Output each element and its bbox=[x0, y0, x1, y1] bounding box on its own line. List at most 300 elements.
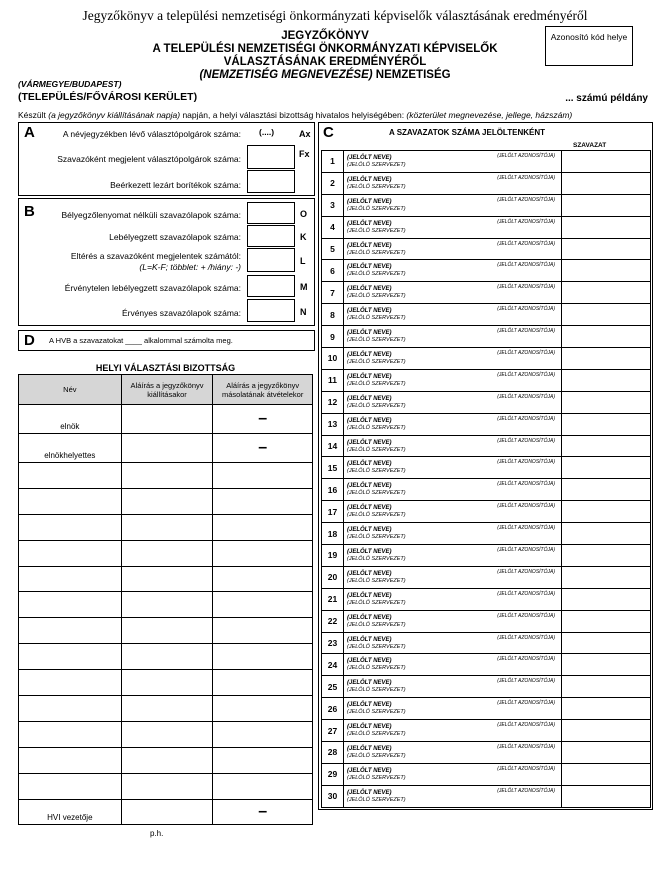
votes-input[interactable] bbox=[562, 523, 651, 545]
candidate-organization: (JELÖLŐ SZERVEZET) bbox=[347, 468, 406, 475]
candidate-organization: (JELÖLŐ SZERVEZET) bbox=[347, 796, 406, 803]
votes-input[interactable] bbox=[562, 742, 651, 764]
candidate-organization: (JELÖLŐ SZERVEZET) bbox=[347, 599, 406, 606]
candidate-id: (JELÖLT AZONOSÍTÓJA) bbox=[497, 765, 555, 772]
hvb-row bbox=[19, 540, 313, 566]
hvb-role bbox=[19, 747, 122, 773]
candidate-row bbox=[322, 326, 651, 348]
hvb-col-sign2: Aláírás a jegyzőkönyv másolatának átvételekor bbox=[213, 375, 313, 405]
candidate-cell bbox=[344, 676, 562, 698]
hvb-sign-issue[interactable] bbox=[121, 618, 213, 644]
candidate-number: 18 bbox=[322, 523, 344, 545]
candidate-name: (JELÖLT NEVE) bbox=[347, 548, 392, 555]
settlement-field: (TELEPÜLÉS/FŐVÁROSI KERÜLET) bbox=[18, 91, 198, 103]
hvb-row bbox=[19, 696, 313, 722]
hvb-sign-copy[interactable] bbox=[213, 434, 313, 463]
hvb-role bbox=[19, 696, 122, 722]
candidate-number: 13 bbox=[322, 413, 344, 435]
difference-note: (L=K-F; többlet: + /hiány: -) bbox=[139, 262, 241, 272]
candidate-cell bbox=[344, 369, 562, 391]
candidate-id: (JELÖLT AZONOSÍTÓJA) bbox=[497, 787, 555, 794]
valid-ballots-input[interactable] bbox=[247, 299, 295, 322]
candidate-name: (JELÖLT NEVE) bbox=[347, 767, 392, 774]
candidate-cell bbox=[344, 457, 562, 479]
candidate-id: (JELÖLT AZONOSÍTÓJA) bbox=[497, 262, 555, 269]
stamped-ballots-input[interactable] bbox=[247, 225, 295, 247]
candidate-organization: (JELÖLŐ SZERVEZET) bbox=[347, 731, 406, 738]
candidate-number: 9 bbox=[322, 326, 344, 348]
votes-input[interactable] bbox=[562, 348, 651, 370]
candidate-number: 29 bbox=[322, 763, 344, 785]
candidate-number: 3 bbox=[322, 194, 344, 216]
hvb-row bbox=[19, 434, 313, 463]
candidate-number: 25 bbox=[322, 676, 344, 698]
votes-input[interactable] bbox=[562, 457, 651, 479]
hvb-row bbox=[19, 618, 313, 644]
candidate-id: (JELÖLT AZONOSÍTÓJA) bbox=[497, 656, 555, 663]
hvb-sign-copy[interactable] bbox=[213, 773, 313, 799]
candidate-row bbox=[322, 654, 651, 676]
unstamped-ballots-input[interactable] bbox=[247, 202, 295, 224]
candidate-id: (JELÖLT AZONOSÍTÓJA) bbox=[497, 700, 555, 707]
candidate-number: 26 bbox=[322, 698, 344, 720]
candidate-name: (JELÖLT NEVE) bbox=[347, 330, 392, 337]
hvb-title: HELYI VÁLASZTÁSI BIZOTTSÁG bbox=[95, 363, 236, 373]
candidate-number: 27 bbox=[322, 720, 344, 742]
candidate-name: (JELÖLT NEVE) bbox=[347, 636, 392, 643]
votes-input[interactable] bbox=[562, 479, 651, 501]
candidate-cell bbox=[344, 632, 562, 654]
candidate-number: 6 bbox=[322, 260, 344, 282]
envelopes-label: Beérkezett lezárt borítékok száma: bbox=[110, 180, 241, 190]
hvb-row bbox=[19, 799, 313, 825]
candidate-name: (JELÖLT NEVE) bbox=[347, 286, 392, 293]
candidate-name: (JELÖLT NEVE) bbox=[347, 614, 392, 621]
candidate-number: 2 bbox=[322, 172, 344, 194]
hvb-row bbox=[19, 721, 313, 747]
candidate-row bbox=[322, 479, 651, 501]
candidate-name: (JELÖLT NEVE) bbox=[347, 570, 392, 577]
candidate-number: 22 bbox=[322, 610, 344, 632]
candidate-row bbox=[322, 720, 651, 742]
candidate-number: 16 bbox=[322, 479, 344, 501]
hvb-sign-copy[interactable] bbox=[213, 514, 313, 540]
code-n: N bbox=[300, 307, 307, 317]
candidate-name: (JELÖLT NEVE) bbox=[347, 592, 392, 599]
candidate-organization: (JELÖLŐ SZERVEZET) bbox=[347, 621, 406, 628]
candidate-cell bbox=[344, 413, 562, 435]
candidate-id: (JELÖLT AZONOSÍTÓJA) bbox=[497, 503, 555, 510]
candidate-organization: (JELÖLŐ SZERVEZET) bbox=[347, 512, 406, 519]
candidate-id: (JELÖLT AZONOSÍTÓJA) bbox=[497, 196, 555, 203]
invalid-ballots-input[interactable] bbox=[247, 275, 295, 297]
candidate-organization: (JELÖLŐ SZERVEZET) bbox=[347, 249, 406, 256]
hvb-role: elnökhelyettes bbox=[19, 434, 122, 463]
candidate-cell bbox=[344, 151, 562, 173]
candidate-cell bbox=[344, 610, 562, 632]
candidate-number: 1 bbox=[322, 151, 344, 173]
candidate-name: (JELÖLT NEVE) bbox=[347, 351, 392, 358]
hvb-col-sign1: Aláírás a jegyzőkönyv kiállításakor bbox=[121, 375, 213, 405]
votes-input[interactable] bbox=[562, 151, 651, 173]
candidate-organization: (JELÖLŐ SZERVEZET) bbox=[347, 183, 406, 190]
hvb-sign-issue[interactable] bbox=[121, 696, 213, 722]
candidate-number: 19 bbox=[322, 545, 344, 567]
hvb-sign-issue[interactable] bbox=[121, 773, 213, 799]
envelopes-input[interactable] bbox=[247, 170, 295, 193]
hvb-role bbox=[19, 721, 122, 747]
code-m: M bbox=[300, 282, 308, 292]
votes-input[interactable] bbox=[562, 501, 651, 523]
section-a bbox=[18, 122, 315, 196]
hvb-sign-copy[interactable] bbox=[213, 592, 313, 618]
candidate-cell bbox=[344, 172, 562, 194]
candidate-number: 7 bbox=[322, 282, 344, 304]
candidate-row bbox=[322, 545, 651, 567]
candidate-cell bbox=[344, 523, 562, 545]
votes-input[interactable] bbox=[562, 391, 651, 413]
section-b bbox=[18, 198, 315, 326]
hvb-sign-copy[interactable] bbox=[213, 540, 313, 566]
candidate-cell bbox=[344, 501, 562, 523]
registered-voters-value: (....) bbox=[259, 127, 275, 137]
hvb-sign-issue[interactable] bbox=[121, 405, 213, 434]
candidate-row bbox=[322, 304, 651, 326]
difference-label: Eltérés a szavazóként megjelentek számától: bbox=[70, 251, 241, 261]
candidate-number: 20 bbox=[322, 566, 344, 588]
code-k: K bbox=[300, 232, 307, 242]
candidate-id: (JELÖLT AZONOSÍTÓJA) bbox=[497, 612, 555, 619]
candidate-organization: (JELÖLŐ SZERVEZET) bbox=[347, 534, 406, 541]
votes-input[interactable] bbox=[562, 216, 651, 238]
section-c-letter: C bbox=[323, 124, 334, 141]
candidate-cell bbox=[344, 435, 562, 457]
candidate-cell bbox=[344, 720, 562, 742]
candidate-organization: (JELÖLŐ SZERVEZET) bbox=[347, 665, 406, 672]
candidate-number: 8 bbox=[322, 304, 344, 326]
candidate-id: (JELÖLT AZONOSÍTÓJA) bbox=[497, 459, 555, 466]
hvb-sign-issue[interactable] bbox=[121, 644, 213, 670]
candidate-row bbox=[322, 457, 651, 479]
votes-input[interactable] bbox=[562, 610, 651, 632]
hvb-row bbox=[19, 463, 313, 489]
votes-input[interactable] bbox=[562, 676, 651, 698]
nationality-placeholder: (NEMZETISÉG MEGNEVEZÉSE) bbox=[199, 69, 373, 81]
hvb-sign-copy[interactable] bbox=[213, 747, 313, 773]
difference-note-wrap bbox=[139, 262, 241, 272]
votes-column-header: SZAVAZAT bbox=[573, 142, 607, 149]
candidate-cell bbox=[344, 326, 562, 348]
hvb-row bbox=[19, 747, 313, 773]
candidate-row bbox=[322, 151, 651, 173]
candidate-id: (JELÖLT AZONOSÍTÓJA) bbox=[497, 481, 555, 488]
candidate-organization: (JELÖLŐ SZERVEZET) bbox=[347, 555, 406, 562]
votes-input[interactable] bbox=[562, 172, 651, 194]
candidate-row bbox=[322, 610, 651, 632]
candidate-row bbox=[322, 391, 651, 413]
hvb-sign-copy[interactable] bbox=[213, 696, 313, 722]
candidate-number: 17 bbox=[322, 501, 344, 523]
candidate-organization: (JELÖLŐ SZERVEZET) bbox=[347, 446, 406, 453]
hvb-role bbox=[19, 670, 122, 696]
candidate-organization: (JELÖLŐ SZERVEZET) bbox=[347, 205, 406, 212]
hvb-sign-issue[interactable] bbox=[121, 592, 213, 618]
not-applicable-dash: – bbox=[258, 439, 268, 456]
made-prefix: Készült bbox=[18, 110, 49, 120]
candidate-row bbox=[322, 523, 651, 545]
votes-input[interactable] bbox=[562, 238, 651, 260]
candidate-row bbox=[322, 588, 651, 610]
candidate-id: (JELÖLT AZONOSÍTÓJA) bbox=[497, 218, 555, 225]
hvb-sign-copy[interactable] bbox=[213, 405, 313, 434]
title-line-4 bbox=[110, 69, 540, 82]
votes-input[interactable] bbox=[562, 763, 651, 785]
candidate-id: (JELÖLT AZONOSÍTÓJA) bbox=[497, 240, 555, 247]
hvb-sign-issue[interactable] bbox=[121, 799, 213, 825]
candidate-row bbox=[322, 238, 651, 260]
hvb-role bbox=[19, 540, 122, 566]
candidate-number: 11 bbox=[322, 369, 344, 391]
hvb-row bbox=[19, 592, 313, 618]
votes-input[interactable] bbox=[562, 632, 651, 654]
candidate-name: (JELÖLT NEVE) bbox=[347, 264, 392, 271]
code-fx: Fx bbox=[299, 149, 310, 159]
votes-input[interactable] bbox=[562, 654, 651, 676]
candidate-organization: (JELÖLŐ SZERVEZET) bbox=[347, 424, 406, 431]
candidate-organization: (JELÖLŐ SZERVEZET) bbox=[347, 161, 406, 168]
candidate-cell bbox=[344, 260, 562, 282]
document-title bbox=[110, 30, 540, 82]
candidate-name: (JELÖLT NEVE) bbox=[347, 680, 392, 687]
candidate-row bbox=[322, 632, 651, 654]
hvb-row bbox=[19, 488, 313, 514]
candidate-cell bbox=[344, 742, 562, 764]
hvb-sign-copy[interactable] bbox=[213, 721, 313, 747]
stamped-ballots-label: Lebélyegzett szavazólapok száma: bbox=[109, 232, 241, 242]
code-o: O bbox=[300, 209, 308, 219]
hvb-sign-copy[interactable] bbox=[213, 618, 313, 644]
votes-input[interactable] bbox=[562, 566, 651, 588]
candidate-name: (JELÖLT NEVE) bbox=[347, 176, 392, 183]
hvb-role bbox=[19, 773, 122, 799]
votes-input[interactable] bbox=[562, 282, 651, 304]
candidate-organization: (JELÖLŐ SZERVEZET) bbox=[347, 293, 406, 300]
candidate-name: (JELÖLT NEVE) bbox=[347, 198, 392, 205]
candidate-cell bbox=[344, 698, 562, 720]
registered-voters-label: A névjegyzékben lévő választópolgárok száma: bbox=[62, 129, 241, 139]
candidate-row bbox=[322, 282, 651, 304]
candidate-id: (JELÖLT AZONOSÍTÓJA) bbox=[497, 328, 555, 335]
hvb-row bbox=[19, 670, 313, 696]
candidate-organization: (JELÖLŐ SZERVEZET) bbox=[347, 380, 406, 387]
candidate-name: (JELÖLT NEVE) bbox=[347, 745, 392, 752]
voters-appeared-input[interactable] bbox=[247, 145, 295, 169]
candidate-cell bbox=[344, 785, 562, 807]
candidate-organization: (JELÖLŐ SZERVEZET) bbox=[347, 709, 406, 716]
hvb-sign-issue[interactable] bbox=[121, 488, 213, 514]
difference-input[interactable] bbox=[247, 248, 295, 272]
hvb-row bbox=[19, 773, 313, 799]
candidate-cell bbox=[344, 479, 562, 501]
made-place: (közterület megnevezése, jellege, házszám) bbox=[406, 110, 573, 120]
title-line-3: VÁLASZTÁSÁNAK EREDMÉNYÉRŐL bbox=[223, 56, 427, 68]
votes-input[interactable] bbox=[562, 260, 651, 282]
hvb-row bbox=[19, 644, 313, 670]
candidate-id: (JELÖLT AZONOSÍTÓJA) bbox=[497, 678, 555, 685]
hvb-sign-issue[interactable] bbox=[121, 434, 213, 463]
candidate-name: (JELÖLT NEVE) bbox=[347, 461, 392, 468]
candidate-id: (JELÖLT AZONOSÍTÓJA) bbox=[497, 634, 555, 641]
candidate-row bbox=[322, 369, 651, 391]
candidate-number: 4 bbox=[322, 216, 344, 238]
hvb-row bbox=[19, 566, 313, 592]
candidate-name: (JELÖLT NEVE) bbox=[347, 483, 392, 490]
section-c-title: A SZAVAZATOK SZÁMA JELÖLTENKÉNT bbox=[389, 128, 545, 137]
candidate-organization: (JELÖLŐ SZERVEZET) bbox=[347, 402, 406, 409]
hvb-role bbox=[19, 644, 122, 670]
candidate-organization: (JELÖLŐ SZERVEZET) bbox=[347, 490, 406, 497]
hvb-sign-issue[interactable] bbox=[121, 670, 213, 696]
candidate-id: (JELÖLT AZONOSÍTÓJA) bbox=[497, 744, 555, 751]
hvb-sign-copy[interactable] bbox=[213, 670, 313, 696]
hvb-role: elnök bbox=[19, 405, 122, 434]
candidate-name: (JELÖLT NEVE) bbox=[347, 154, 392, 161]
candidate-cell bbox=[344, 194, 562, 216]
code-ax: Ax bbox=[299, 129, 311, 139]
votes-input[interactable] bbox=[562, 545, 651, 567]
candidate-id: (JELÖLT AZONOSÍTÓJA) bbox=[497, 350, 555, 357]
candidate-name: (JELÖLT NEVE) bbox=[347, 439, 392, 446]
hvb-sign-copy[interactable] bbox=[213, 799, 313, 825]
candidate-id: (JELÖLT AZONOSÍTÓJA) bbox=[497, 547, 555, 554]
section-a-letter: A bbox=[24, 124, 35, 141]
hvb-sign-issue[interactable] bbox=[121, 514, 213, 540]
votes-input[interactable] bbox=[562, 588, 651, 610]
section-d-letter: D bbox=[24, 332, 35, 349]
hvb-sign-copy[interactable] bbox=[213, 644, 313, 670]
candidate-row bbox=[322, 763, 651, 785]
votes-input[interactable] bbox=[562, 785, 651, 807]
not-applicable-dash: – bbox=[258, 410, 268, 427]
candidate-name: (JELÖLT NEVE) bbox=[347, 417, 392, 424]
section-b-letter: B bbox=[24, 203, 35, 220]
candidate-id: (JELÖLT AZONOSÍTÓJA) bbox=[497, 590, 555, 597]
candidate-name: (JELÖLT NEVE) bbox=[347, 505, 392, 512]
candidate-name: (JELÖLT NEVE) bbox=[347, 724, 392, 731]
candidate-organization: (JELÖLŐ SZERVEZET) bbox=[347, 271, 406, 278]
candidate-name: (JELÖLT NEVE) bbox=[347, 527, 392, 534]
votes-input[interactable] bbox=[562, 413, 651, 435]
candidate-row bbox=[322, 501, 651, 523]
candidate-organization: (JELÖLŐ SZERVEZET) bbox=[347, 337, 406, 344]
not-applicable-dash: – bbox=[258, 803, 268, 821]
candidate-id: (JELÖLT AZONOSÍTÓJA) bbox=[497, 437, 555, 444]
hvb-sign-issue[interactable] bbox=[121, 540, 213, 566]
votes-input[interactable] bbox=[562, 369, 651, 391]
candidate-row bbox=[322, 435, 651, 457]
candidate-number: 23 bbox=[322, 632, 344, 654]
hvb-row bbox=[19, 514, 313, 540]
hvb-role bbox=[19, 463, 122, 489]
county-field: (VÁRMEGYE/BUDAPEST) bbox=[18, 79, 122, 89]
candidate-row bbox=[322, 676, 651, 698]
candidate-cell bbox=[344, 282, 562, 304]
candidate-id: (JELÖLT AZONOSÍTÓJA) bbox=[497, 525, 555, 532]
voters-appeared-label: Szavazóként megjelent választópolgárok száma: bbox=[57, 154, 241, 164]
candidate-name: (JELÖLT NEVE) bbox=[347, 395, 392, 402]
candidate-row bbox=[322, 698, 651, 720]
hvb-role: HVI vezetője bbox=[19, 799, 122, 825]
candidate-number: 28 bbox=[322, 742, 344, 764]
votes-input[interactable] bbox=[562, 326, 651, 348]
candidate-id: (JELÖLT AZONOSÍTÓJA) bbox=[497, 393, 555, 400]
title-line-1: JEGYZŐKÖNYV bbox=[281, 30, 369, 42]
hvb-sign-copy[interactable] bbox=[213, 566, 313, 592]
candidate-cell bbox=[344, 391, 562, 413]
candidate-cell bbox=[344, 348, 562, 370]
candidates-table bbox=[321, 150, 651, 808]
count-times-text: A HVB a szavazatokat ____ alkalommal számolta meg. bbox=[49, 336, 233, 345]
votes-input[interactable] bbox=[562, 698, 651, 720]
votes-input[interactable] bbox=[562, 435, 651, 457]
candidate-name: (JELÖLT NEVE) bbox=[347, 789, 392, 796]
hvb-sign-copy[interactable] bbox=[213, 463, 313, 489]
title-line-4-rest: NEMZETISÉG bbox=[372, 69, 451, 81]
candidate-number: 12 bbox=[322, 391, 344, 413]
hvb-sign-copy[interactable] bbox=[213, 488, 313, 514]
candidate-name: (JELÖLT NEVE) bbox=[347, 220, 392, 227]
hvb-role bbox=[19, 488, 122, 514]
candidate-number: 30 bbox=[322, 785, 344, 807]
votes-input[interactable] bbox=[562, 720, 651, 742]
candidate-name: (JELÖLT NEVE) bbox=[347, 658, 392, 665]
hvb-sign-issue[interactable] bbox=[121, 463, 213, 489]
candidate-number: 15 bbox=[322, 457, 344, 479]
candidate-id: (JELÖLT AZONOSÍTÓJA) bbox=[497, 415, 555, 422]
candidate-row bbox=[322, 172, 651, 194]
hvb-role bbox=[19, 618, 122, 644]
votes-input[interactable] bbox=[562, 304, 651, 326]
invalid-ballots-label: Érvénytelen lebélyegzett szavazólapok száma: bbox=[64, 283, 241, 293]
candidate-number: 14 bbox=[322, 435, 344, 457]
candidate-row bbox=[322, 566, 651, 588]
hvb-sign-issue[interactable] bbox=[121, 747, 213, 773]
candidate-name: (JELÖLT NEVE) bbox=[347, 308, 392, 315]
candidate-cell bbox=[344, 654, 562, 676]
hvb-sign-issue[interactable] bbox=[121, 721, 213, 747]
candidate-row bbox=[322, 413, 651, 435]
candidate-name: (JELÖLT NEVE) bbox=[347, 702, 392, 709]
candidate-cell bbox=[344, 304, 562, 326]
hvb-role bbox=[19, 566, 122, 592]
candidate-organization: (JELÖLŐ SZERVEZET) bbox=[347, 774, 406, 781]
votes-input[interactable] bbox=[562, 194, 651, 216]
hvb-sign-issue[interactable] bbox=[121, 566, 213, 592]
candidate-id: (JELÖLT AZONOSÍTÓJA) bbox=[497, 568, 555, 575]
made-mid: napján, a helyi választási bizottság hivatalos helyiségében: bbox=[180, 110, 407, 120]
candidate-row bbox=[322, 742, 651, 764]
candidate-cell bbox=[344, 763, 562, 785]
stamp-place: p.h. bbox=[150, 829, 164, 838]
unstamped-ballots-label: Bélyegzőlenyomat nélküli szavazólapok száma: bbox=[61, 210, 241, 220]
candidate-cell bbox=[344, 216, 562, 238]
candidate-id: (JELÖLT AZONOSÍTÓJA) bbox=[497, 174, 555, 181]
candidate-row bbox=[322, 785, 651, 807]
candidate-organization: (JELÖLŐ SZERVEZET) bbox=[347, 315, 406, 322]
copy-number: ... számú példány bbox=[565, 93, 648, 104]
candidate-id: (JELÖLT AZONOSÍTÓJA) bbox=[497, 722, 555, 729]
made-statement bbox=[18, 110, 572, 120]
